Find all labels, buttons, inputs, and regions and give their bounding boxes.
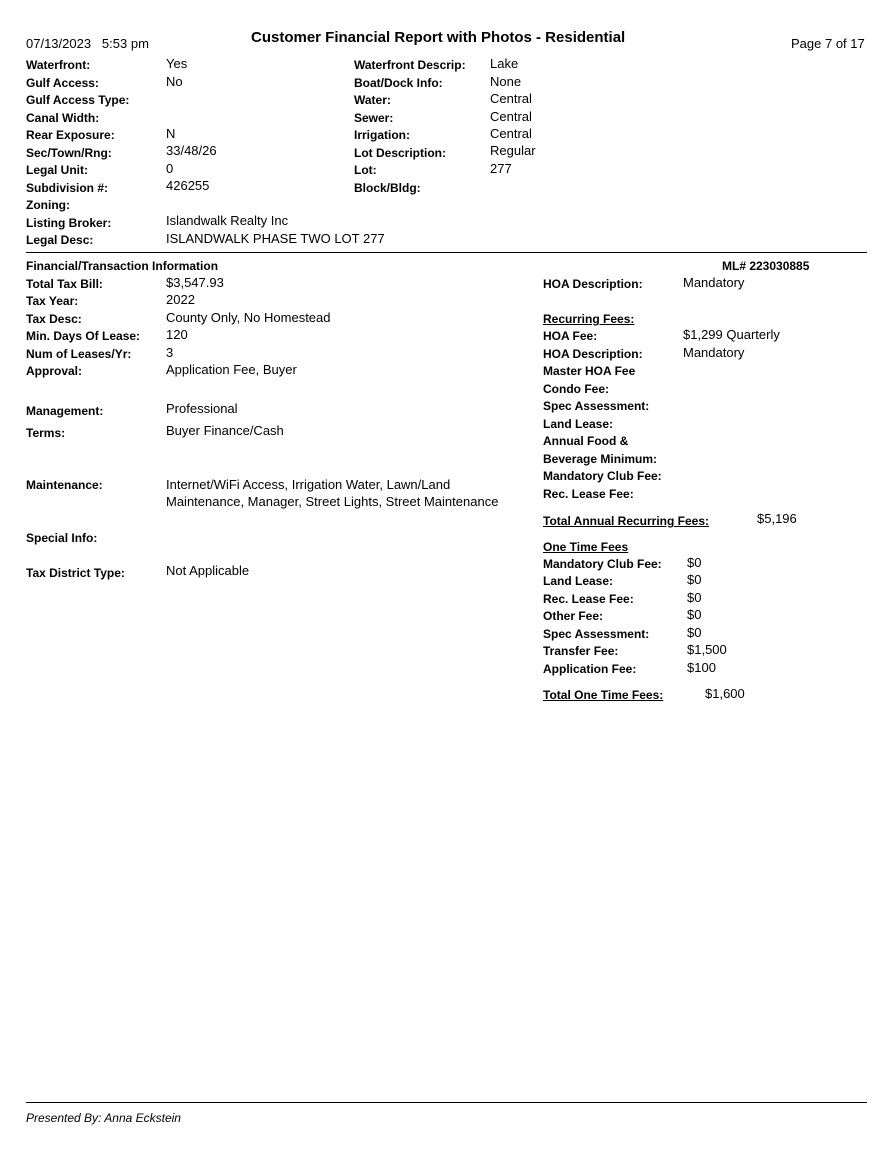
lot-description-value: Regular [490, 143, 536, 158]
total-one-time-fees-value: $1,600 [705, 686, 745, 701]
gulf-access-label: Gulf Access: [26, 76, 99, 90]
ot-mandatory-club-fee-value: $0 [687, 555, 702, 570]
water-value: Central [490, 91, 532, 106]
subdivision-label: Subdivision #: [26, 181, 109, 195]
hoa-description-label: HOA Description: [543, 277, 643, 291]
listing-broker-value: Islandwalk Realty Inc [166, 213, 289, 228]
rear-exposure-value: N [166, 126, 176, 141]
hoa-fee-label: HOA Fee: [543, 329, 598, 343]
approval-value: Application Fee, Buyer [166, 362, 297, 377]
approval-label: Approval: [26, 364, 83, 378]
presented-by: Presented By: Anna Eckstein [26, 1111, 181, 1125]
management-value: Professional [166, 401, 238, 416]
mandatory-club-fee-label: Mandatory Club Fee: [543, 469, 662, 483]
legal-unit-value: 0 [166, 161, 174, 176]
tax-desc-label: Tax Desc: [26, 312, 82, 326]
hoa-fee-value: $1,299 Quarterly [683, 327, 780, 342]
ot-spec-assessment-label: Spec Assessment: [543, 627, 650, 641]
rec-lease-fee-label: Rec. Lease Fee: [543, 487, 634, 501]
recurring-fees-title: Recurring Fees: [543, 312, 635, 326]
block-bldg-label: Block/Bldg: [354, 181, 421, 195]
master-hoa-fee-label: Master HOA Fee [543, 364, 636, 378]
annual-food-label: Annual Food & [543, 434, 629, 448]
irrigation-label: Irrigation: [354, 128, 410, 142]
min-days-lease-value: 120 [166, 327, 188, 342]
tax-district-type-value: Not Applicable [166, 563, 250, 578]
legal-desc-value: ISLANDWALK PHASE TWO LOT 277 [166, 231, 385, 246]
ot-rec-lease-fee-value: $0 [687, 590, 702, 605]
boat-dock-value: None [490, 74, 522, 89]
waterfront-label: Waterfront: [26, 58, 91, 72]
management-label: Management: [26, 404, 104, 418]
condo-fee-label: Condo Fee: [543, 382, 609, 396]
financial-section-title: Financial/Transaction Information [26, 259, 219, 273]
listing-broker-label: Listing Broker: [26, 216, 112, 230]
terms-label: Terms: [26, 426, 66, 440]
footer-divider [26, 1102, 867, 1103]
recurring-hoa-description-value: Mandatory [683, 345, 745, 360]
num-leases-value: 3 [166, 345, 174, 360]
tax-year-label: Tax Year: [26, 294, 79, 308]
total-tax-bill-value: $3,547.93 [166, 275, 224, 290]
report-title: Customer Financial Report with Photos - Residential [251, 29, 626, 46]
waterfront-value: Yes [166, 56, 188, 71]
ot-land-lease-value: $0 [687, 572, 702, 587]
sec-town-rng-label: Sec/Town/Rng: [26, 146, 112, 160]
min-days-lease-label: Min. Days Of Lease: [26, 329, 141, 343]
tax-year-value: 2022 [166, 292, 195, 307]
recurring-hoa-description-label: HOA Description: [543, 347, 643, 361]
one-time-fees-title: One Time Fees [543, 540, 629, 554]
lot-description-label: Lot Description: [354, 146, 446, 160]
ml-number: ML# 223030885 [722, 259, 810, 273]
report-date-value: 07/13/2023 [26, 36, 92, 51]
ot-land-lease-label: Land Lease: [543, 574, 614, 588]
subdivision-value: 426255 [166, 178, 210, 193]
zoning-label: Zoning: [26, 198, 70, 212]
sec-town-rng-value: 33/48/26 [166, 143, 217, 158]
legal-desc-label: Legal Desc: [26, 233, 94, 247]
lot-label: Lot: [354, 163, 377, 177]
beverage-minimum-label: Beverage Minimum: [543, 452, 658, 466]
report-date [26, 36, 149, 51]
maintenance-value: Internet/WiFi Access, Irrigation Water, Lawn/Land Maintenance, Manager, Street Lights, Street Maintenance [166, 477, 499, 509]
boat-dock-label: Boat/Dock Info: [354, 76, 443, 90]
total-tax-bill-label: Total Tax Bill: [26, 277, 103, 291]
ot-mandatory-club-fee-label: Mandatory Club Fee: [543, 557, 662, 571]
sewer-label: Sewer: [354, 111, 394, 125]
gulf-access-type-label: Gulf Access Type: [26, 93, 130, 107]
special-info-label: Special Info: [26, 531, 98, 545]
ot-application-fee-value: $100 [687, 660, 716, 675]
waterfront-descrip-label: Waterfront Descrip: [354, 58, 466, 72]
total-one-time-fees-label: Total One Time Fees: [543, 688, 664, 702]
gulf-access-value: No [166, 74, 183, 89]
tax-desc-value: County Only, No Homestead [166, 310, 331, 325]
spec-assessment-label: Spec Assessment: [543, 399, 650, 413]
hoa-description-value: Mandatory [683, 275, 745, 290]
land-lease-label: Land Lease: [543, 417, 614, 431]
tax-district-type-label: Tax District Type: [26, 566, 125, 580]
water-label: Water: [354, 93, 391, 107]
legal-unit-label: Legal Unit: [26, 163, 88, 177]
report-time-value: 5:53 pm [101, 36, 149, 51]
terms-value: Buyer Finance/Cash [166, 423, 284, 438]
page-number: Page 7 of 17 [791, 36, 865, 51]
ot-transfer-fee-value: $1,500 [687, 642, 727, 657]
ot-application-fee-label: Application Fee: [543, 662, 637, 676]
section-divider [26, 252, 867, 253]
sewer-value: Central [490, 109, 532, 124]
ot-rec-lease-fee-label: Rec. Lease Fee: [543, 592, 634, 606]
irrigation-value: Central [490, 126, 532, 141]
canal-width-label: Canal Width: [26, 111, 100, 125]
ot-other-fee-value: $0 [687, 607, 702, 622]
maintenance-label: Maintenance: [26, 478, 103, 492]
ot-spec-assessment-value: $0 [687, 625, 702, 640]
num-leases-label: Num of Leases/Yr: [26, 347, 132, 361]
rear-exposure-label: Rear Exposure: [26, 128, 115, 142]
lot-value: 277 [490, 161, 512, 176]
waterfront-descrip-value: Lake [490, 56, 519, 71]
total-recurring-fees-value: $5,196 [757, 511, 797, 526]
ot-other-fee-label: Other Fee: [543, 609, 604, 623]
ot-transfer-fee-label: Transfer Fee: [543, 644, 619, 658]
total-recurring-fees-label: Total Annual Recurring Fees: [543, 514, 710, 528]
